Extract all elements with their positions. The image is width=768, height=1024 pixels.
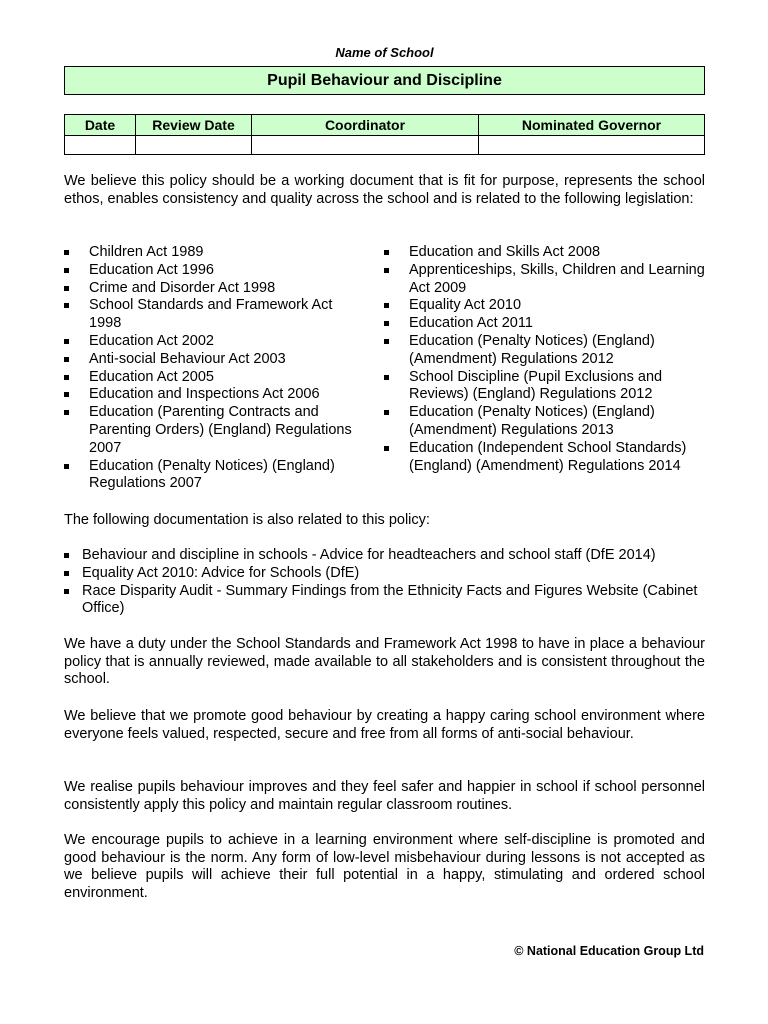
list-item-text: Education (Penalty Notices) (England) (Amendment) Regulations 2012 (409, 332, 655, 367)
list-item (384, 315, 705, 333)
bullet-icon (384, 339, 389, 344)
bullet-icon (64, 392, 69, 397)
list-item (384, 244, 705, 262)
list-item-text: Children Act 1989 (89, 244, 204, 260)
bullet-icon (384, 250, 389, 255)
list-item (64, 244, 364, 262)
list-item-text: Education (Parenting Contracts and Parenting Orders) (England) Regulations 2007 (89, 404, 352, 456)
bullet-icon (64, 571, 69, 576)
list-item (64, 565, 705, 583)
legislation-list-right (384, 244, 705, 475)
bullet-icon (64, 339, 69, 344)
list-item (384, 440, 705, 476)
paragraph-promote: We believe that we promote good behaviour by creating a happy caring school environment where everyone feels valued, respected, secure and free from all forms of anti-social behaviour. (64, 708, 705, 742)
bullet-icon (384, 446, 389, 451)
cell-date (65, 136, 136, 155)
list-item (64, 297, 364, 333)
list-item (384, 369, 705, 405)
cell-review-date (136, 136, 252, 155)
bullet-icon (64, 303, 69, 308)
list-item (384, 404, 705, 440)
documentation-list (64, 547, 705, 618)
header-coordinator: Coordinator (252, 115, 479, 136)
list-item-text: Equality Act 2010: Advice for Schools (DfE) (82, 564, 360, 581)
bullet-icon (64, 268, 69, 273)
cell-coordinator (252, 136, 479, 155)
list-item-text: Education Act 2002 (89, 332, 214, 349)
policy-info-table (64, 114, 705, 155)
bullet-icon (384, 268, 389, 273)
legislation-list-left (64, 244, 364, 493)
list-item (64, 547, 705, 565)
list-item (64, 583, 705, 619)
cell-nominated-governor (479, 136, 705, 155)
list-item-text: Education (Penalty Notices) (England) Regulations 2007 (89, 457, 335, 492)
list-item-text: School Standards and Framework Act 1998 (89, 297, 333, 332)
list-item-text: Education (Penalty Notices) (England) (Amendment) Regulations 2013 (409, 404, 655, 438)
bullet-icon (64, 286, 69, 291)
list-item (384, 333, 705, 369)
list-item (384, 262, 705, 298)
paragraph-duty: We have a duty under the School Standards and Framework Act 1998 to have in place a behaviour policy that is annually reviewed, made available to all stakeholders and is consistent throughout the school. (64, 636, 705, 687)
paragraph-realise: We realise pupils behaviour improves and they feel safer and happier in school if school personnel consistently apply this policy and maintain regular classroom routines. (64, 779, 705, 813)
bullet-icon (64, 553, 69, 558)
bullet-icon (384, 321, 389, 326)
bullet-icon (384, 303, 389, 308)
copyright-footer: © National Education Group Ltd (514, 944, 704, 958)
list-item-text: Education and Skills Act 2008 (409, 244, 601, 260)
list-item-text: Education Act 2011 (409, 315, 533, 332)
list-item-text: Apprenticeships, Skills, Children and Learning Act 2009 (409, 261, 705, 296)
list-item (64, 458, 364, 494)
list-item (64, 404, 364, 457)
bullet-icon (64, 375, 69, 380)
header-date: Date (65, 115, 136, 136)
table-row (65, 136, 705, 155)
list-item-text: School Discipline (Pupil Exclusions and Reviews) (England) Regulations 2012 (409, 368, 663, 403)
bullet-icon (384, 375, 389, 380)
document-title: Pupil Behaviour and Discipline (64, 66, 705, 95)
list-item-text: Education Act 1996 (89, 261, 214, 278)
list-item-text: Education and Inspections Act 2006 (89, 386, 320, 403)
list-item (64, 333, 364, 351)
bullet-icon (64, 464, 69, 469)
list-item-text: Education (Independent School Standards) (England) (Amendment) Regulations 2014 (409, 439, 687, 474)
list-item-text: Crime and Disorder Act 1998 (89, 279, 276, 296)
list-item-text: Behaviour and discipline in schools - Advice for headteachers and school staff (DfE 2014) (82, 547, 656, 563)
list-item-text: Equality Act 2010 (409, 297, 522, 314)
bullet-icon (64, 410, 69, 415)
list-item (64, 351, 364, 369)
bullet-icon (64, 357, 69, 362)
bullet-icon (64, 589, 69, 594)
bullet-icon (384, 410, 389, 415)
list-item (384, 297, 705, 315)
list-item-text: Education Act 2005 (89, 368, 214, 385)
paragraph-encourage: We encourage pupils to achieve in a learning environment where self-discipline is promoted and good behaviour is the norm. Any form of low-level misbehaviour during lessons is not accepted as we believe pupils will achieve their full potential in a happy, stimulating and ordered school environment. (64, 832, 705, 901)
list-item-text: Anti-social Behaviour Act 2003 (89, 350, 286, 367)
header-nominated-governor: Nominated Governor (479, 115, 705, 136)
header-review-date: Review Date (136, 115, 252, 136)
list-item (64, 262, 364, 280)
intro-paragraph: We believe this policy should be a working document that is fit for purpose, represents the school ethos, enables consistency and quality across the school and is related to the following legislation: (64, 173, 705, 207)
bullet-icon (64, 250, 69, 255)
table-header-row (65, 115, 705, 136)
list-item (64, 369, 364, 387)
list-item (64, 386, 364, 404)
list-item-text: Race Disparity Audit - Summary Findings from the Ethnicity Facts and Figures Website (Cabinet Office) (82, 582, 698, 617)
school-name: Name of School (335, 45, 434, 60)
list-item (64, 280, 364, 298)
documentation-intro: The following documentation is also related to this policy: (64, 512, 430, 528)
